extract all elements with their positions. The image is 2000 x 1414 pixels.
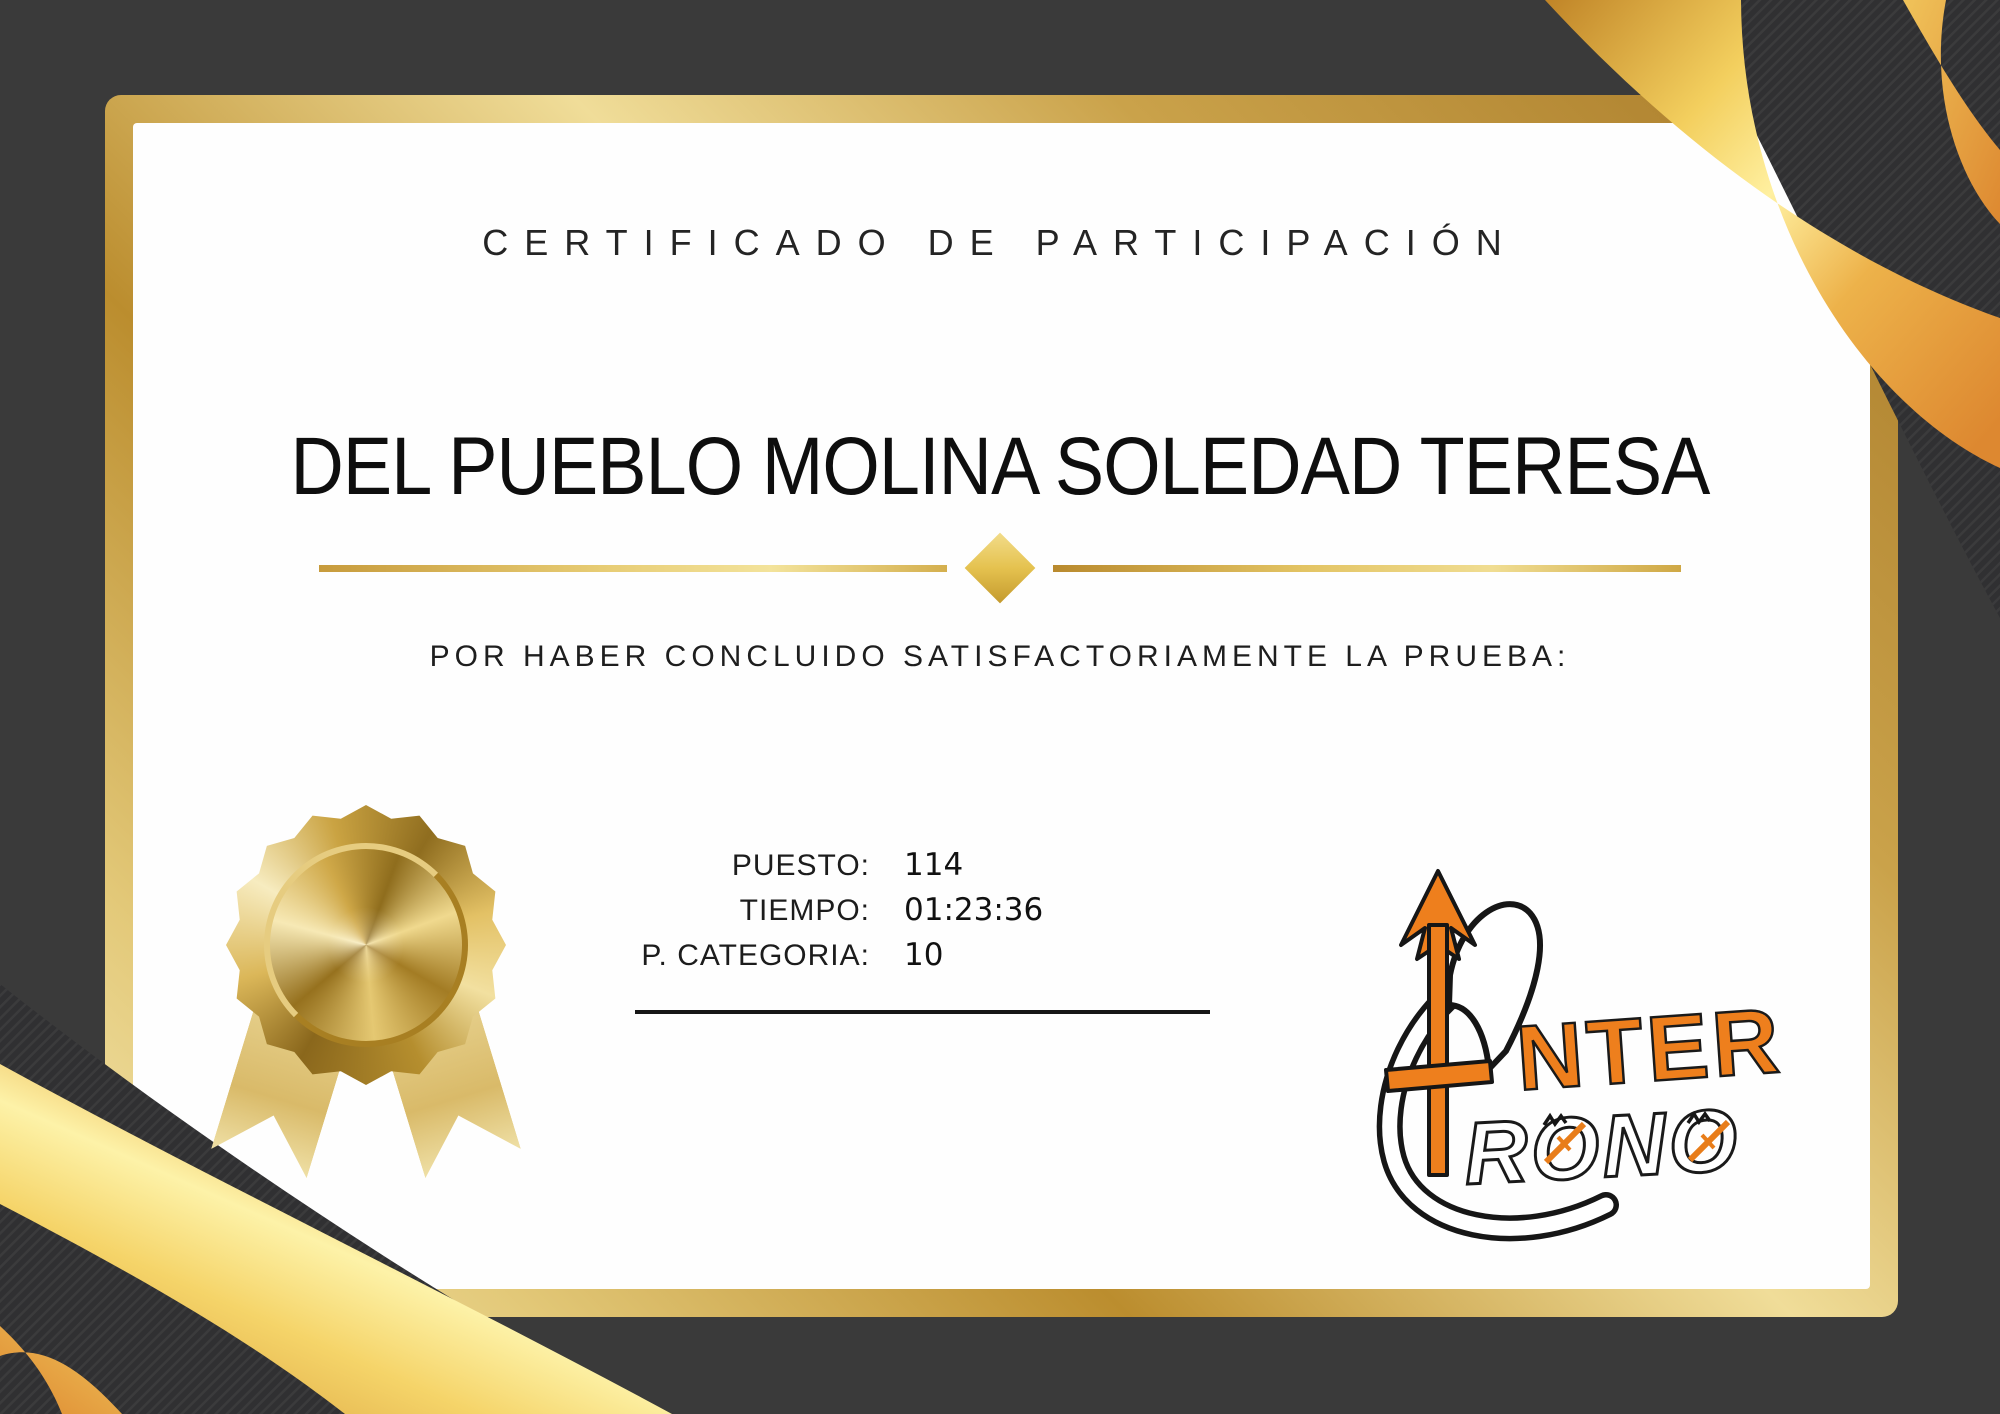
categoria-value: 10 — [904, 937, 944, 973]
gold-medal-icon — [226, 805, 506, 1185]
tiempo-label: TIEMPO: — [739, 894, 870, 927]
recipient-name: DEL PUEBLO MOLINA SOLEDAD TERESA — [290, 421, 1710, 512]
certificate-title: CERTIFICADO DE PARTICIPACIÓN — [482, 222, 1518, 263]
signature-line — [635, 1010, 1210, 1014]
certificate-subtitle: POR HABER CONCLUIDO SATISFACTORIAMENTE LA PRUEBA: — [429, 640, 1571, 673]
divider-line-right — [1053, 565, 1681, 572]
puesto-value: 114 — [904, 847, 964, 883]
puesto-label: PUESTO: — [731, 849, 870, 882]
medal-badge — [226, 805, 506, 1085]
divider-diamond-icon — [965, 533, 1036, 604]
logo-text-nter: NTER — [1513, 989, 1787, 1111]
results-block — [420, 843, 1043, 978]
divider-line-left — [319, 565, 947, 572]
medal-disc — [264, 843, 468, 1047]
logo-text-rono: RONO — [1461, 1089, 1743, 1204]
gold-divider — [0, 540, 2000, 596]
categoria-label: P. CATEGORIA: — [641, 939, 870, 972]
intercrono-logo — [1358, 853, 1836, 1263]
tiempo-value: 01:23:36 — [904, 892, 1044, 928]
